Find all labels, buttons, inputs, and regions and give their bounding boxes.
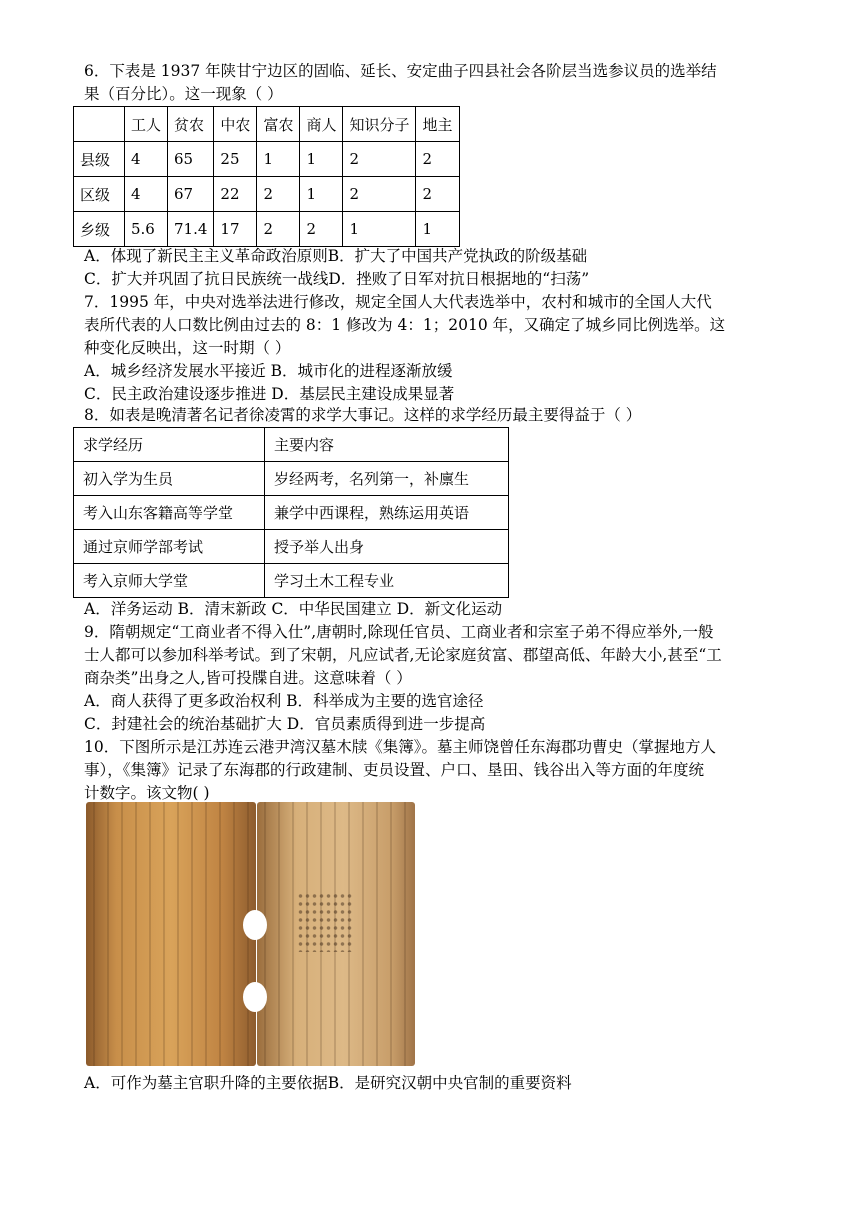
table-cell: 岁经两考，名列第一，补廪生 <box>265 462 509 496</box>
q8-study-table <box>73 427 509 598</box>
wooden-slip-image-left <box>86 802 256 1066</box>
table-cell: 71.4 <box>168 212 214 247</box>
table-cell: 22 <box>214 177 257 212</box>
q9-option-cd: C．封建社会的统治基础扩大 D．官员素质得到进一步提高 <box>84 715 486 733</box>
table-cell: 4 <box>125 142 168 177</box>
table-cell: 兼学中西课程，熟练运用英语 <box>265 496 509 530</box>
q7-stem-line2: 表所代表的人口数比例由过去的 8：1 修改为 4：1；2010 年，又确定了城乡同比例选举。这 <box>84 316 726 334</box>
table-cell: 2 <box>343 177 416 212</box>
table-cell: 1 <box>300 177 343 212</box>
table-cell: 1 <box>300 142 343 177</box>
wooden-slip-image-right <box>257 802 415 1066</box>
table-cell: 2 <box>343 142 416 177</box>
q8-stem: 8．如表是晚清著名记者徐凌霄的求学大事记。这样的求学经历最主要得益于（ ） <box>84 406 642 424</box>
table-row <box>74 462 509 496</box>
q10-stem-line1: 10．下图所示是江苏连云港尹湾汉墓木牍《集簿》。墓主师饶曾任东海郡功曹史（掌握地方人 <box>84 738 716 756</box>
slip-notch-upper <box>243 910 267 940</box>
table-cell: 考入京师大学堂 <box>74 564 265 598</box>
q7-option-ab: A．城乡经济发展水平接近 B．城市化的进程逐渐放缓 <box>84 362 453 380</box>
table-cell: 1 <box>416 212 459 247</box>
table-cell: 区级 <box>74 177 125 212</box>
table-cell: 2 <box>257 177 300 212</box>
table-row <box>74 530 509 564</box>
table-cell: 县级 <box>74 142 125 177</box>
table-row <box>74 212 460 247</box>
table-cell: 中农 <box>214 107 257 142</box>
slip-dense-writing <box>297 892 352 952</box>
q9-option-ab: A．商人获得了更多政治权利 B．科举成为主要的选官途径 <box>84 692 484 710</box>
table-cell: 学习土木工程专业 <box>265 564 509 598</box>
q10-option-ab: A．可作为墓主官职升降的主要依据B．是研究汉朝中央官制的重要资料 <box>84 1074 572 1092</box>
table-cell: 25 <box>214 142 257 177</box>
table-cell: 67 <box>168 177 214 212</box>
slip-script-texture <box>86 802 256 1066</box>
q8-options: A．洋务运动 B．清末新政 C．中华民国建立 D．新文化运动 <box>84 600 503 618</box>
table-cell: 贫农 <box>168 107 214 142</box>
slip-notch-lower <box>243 982 267 1012</box>
table-cell: 地主 <box>416 107 459 142</box>
table-cell: 考入山东客籍高等学堂 <box>74 496 265 530</box>
q7-stem-line3: 种变化反映出，这一时期（ ） <box>84 339 291 357</box>
table-cell: 17 <box>214 212 257 247</box>
q6-option-ab: A．体现了新民主主义革命政治原则B．扩大了中国共产党执政的阶级基础 <box>84 247 588 265</box>
table-cell: 2 <box>416 177 459 212</box>
table-cell: 2 <box>300 212 343 247</box>
q6-stem-line1: 6．下表是 1937 年陕甘宁边区的固临、延长、安定曲子四县社会各阶层当选参议员的选举结 <box>84 62 717 80</box>
table-cell <box>74 107 125 142</box>
q6-stem-line2: 果（百分比）。这一现象（ ） <box>84 85 283 103</box>
q10-stem-line3: 计数字。该文物( ) <box>84 784 210 802</box>
table-header-row <box>74 107 460 142</box>
table-cell: 富农 <box>257 107 300 142</box>
table-cell: 乡级 <box>74 212 125 247</box>
q9-stem-line3: 商杂类”出身之人,皆可投牒自进。这意味着（ ） <box>84 669 412 687</box>
table-cell: 初入学为生员 <box>74 462 265 496</box>
q10-stem-line2: 事），《集簿》记录了东海郡的行政建制、吏员设置、户口、垦田、钱谷出入等方面的年度统 <box>84 761 705 779</box>
table-cell: 主要内容 <box>265 428 509 462</box>
q9-stem-line1: 9．隋朝规定“工商业者不得入仕”,唐朝时,除现任官员、工商业者和宗室子弟不得应举外,一般 <box>84 623 714 641</box>
table-cell: 求学经历 <box>74 428 265 462</box>
table-cell: 通过京师学部考试 <box>74 530 265 564</box>
table-cell: 2 <box>257 212 300 247</box>
table-cell: 2 <box>416 142 459 177</box>
q6-option-cd: C．扩大并巩固了抗日民族统一战线D．挫败了日军对抗日根据地的“扫荡” <box>84 270 590 288</box>
table-header-row <box>74 428 509 462</box>
q7-stem-line1: 7．1995 年，中央对选举法进行修改，规定全国人大代表选举中，农村和城市的全国人大代 <box>84 293 712 311</box>
q6-election-table <box>73 106 460 247</box>
table-row <box>74 496 509 530</box>
table-cell: 商人 <box>300 107 343 142</box>
q9-stem-line2: 士人都可以参加科举考试。到了宋朝，凡应试者,无论家庭贫富、郡望高低、年龄大小,甚至“工 <box>84 646 722 664</box>
table-row <box>74 142 460 177</box>
table-cell: 工人 <box>125 107 168 142</box>
table-cell: 1 <box>257 142 300 177</box>
table-cell: 4 <box>125 177 168 212</box>
table-row <box>74 177 460 212</box>
table-cell: 5.6 <box>125 212 168 247</box>
table-cell: 65 <box>168 142 214 177</box>
table-cell: 知识分子 <box>343 107 416 142</box>
q7-option-cd: C．民主政治建设逐步推进 D．基层民主建设成果显著 <box>84 385 455 403</box>
table-row <box>74 564 509 598</box>
table-cell: 1 <box>343 212 416 247</box>
table-cell: 授予举人出身 <box>265 530 509 564</box>
